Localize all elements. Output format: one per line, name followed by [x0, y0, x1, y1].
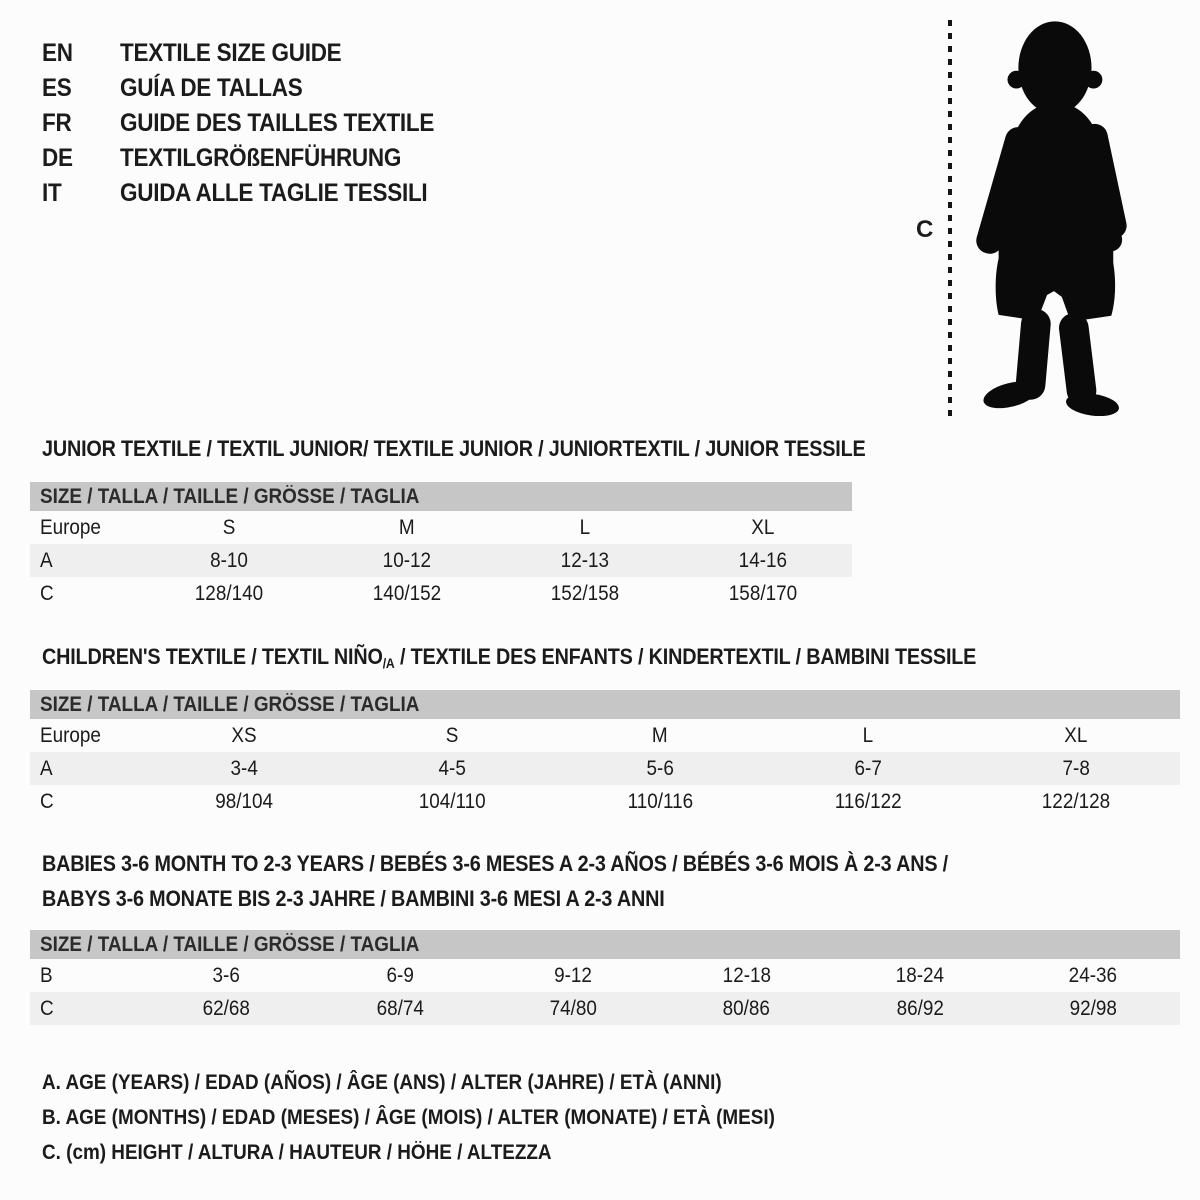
language-title-list: [42, 36, 469, 211]
age-value: 6-7: [854, 756, 882, 780]
language-title: GUIDA ALLE TAGLIE TESSILI: [120, 179, 428, 207]
age-value: 7-8: [1062, 756, 1090, 780]
months-value: 6-9: [386, 963, 414, 987]
section-title-junior: [42, 436, 957, 462]
table-row-height: [30, 577, 852, 610]
height-value: 68/74: [376, 996, 424, 1020]
legend-age-months: [42, 1106, 856, 1130]
size-header-bar: [30, 930, 1180, 959]
section-title-junior-text: JUNIOR TEXTILE / TEXTIL JUNIOR/ TEXTILE JUNIOR / JUNIORTEXTIL / JUNIOR TESSILE: [42, 436, 866, 461]
height-value: 152/158: [550, 581, 620, 605]
height-value: 122/128: [1041, 789, 1111, 813]
size-header-label: SIZE / TALLA / TAILLE / GRÖSSE / TAGLIA: [40, 692, 420, 716]
row-label: Europe: [40, 723, 101, 747]
size-header-bar: [30, 482, 852, 511]
months-value: 9-12: [554, 963, 593, 987]
height-value: 104/110: [418, 789, 486, 813]
row-label: A: [40, 756, 53, 780]
language-code: EN: [42, 39, 73, 67]
row-label: A: [40, 548, 53, 572]
language-title: TEXTILGRÖßENFÜHRUNG: [120, 144, 402, 172]
size-value: L: [862, 723, 874, 747]
row-label: B: [40, 963, 53, 987]
height-value: 158/170: [728, 581, 798, 605]
title-subscript: /A: [382, 655, 395, 671]
legend-height-cm-text: C. (cm) HEIGHT / ALTURA / HAUTEUR / HÖHE / ALTEZZA: [42, 1141, 552, 1164]
height-value: 116/122: [834, 789, 902, 813]
language-row-fr: [42, 106, 469, 141]
size-header-label: SIZE / TALLA / TAILLE / GRÖSSE / TAGLIA: [40, 932, 420, 956]
section-title-babies-text1: BABIES 3-6 MONTH TO 2-3 YEARS / BEBÉS 3-6 MESES A 2-3 AÑOS / BÉBÉS 3-6 MOIS À 2-3 ANS /: [42, 851, 948, 876]
months-value: 18-24: [895, 963, 945, 987]
size-header-bar: [30, 690, 1180, 719]
height-value: 86/92: [896, 996, 944, 1020]
size-value: S: [222, 515, 236, 539]
size-value: S: [445, 723, 459, 747]
language-title: TEXTILE SIZE GUIDE: [120, 39, 342, 67]
height-value: 110/116: [627, 789, 693, 813]
height-value: 128/140: [194, 581, 264, 605]
size-value: XL: [751, 515, 775, 539]
row-label: C: [40, 789, 54, 813]
months-value: 3-6: [213, 963, 241, 987]
table-row-height: [30, 785, 1180, 818]
months-value: 24-36: [1069, 963, 1118, 987]
height-measure-line: [948, 20, 952, 416]
language-code: DE: [42, 144, 73, 172]
size-value: M: [399, 515, 415, 539]
legend-age-months-text: B. AGE (MONTHS) / EDAD (MESES) / ÂGE (MOIS) / ALTER (MONATE) / ETÀ (MESI): [42, 1106, 775, 1129]
height-value: 92/98: [1069, 996, 1117, 1020]
age-value: 3-4: [230, 756, 258, 780]
toddler-silhouette-icon: [966, 16, 1134, 416]
legend-height-cm: [42, 1141, 608, 1165]
size-value: XS: [231, 723, 257, 747]
language-row-es: [42, 71, 469, 106]
row-label: C: [40, 996, 54, 1020]
table-row-age: [30, 752, 1180, 785]
age-value: 12-13: [560, 548, 610, 572]
age-value: 4-5: [438, 756, 466, 780]
junior-size-table: [30, 482, 852, 610]
section-title-children-text: CHILDREN'S TEXTILE / TEXTIL $NIÑO_{/A}$ / TEXTILE DES ENFANTS / KINDERTEXTIL / BAMBINI TESSILE: [42, 644, 977, 671]
age-value: 14-16: [738, 548, 788, 572]
language-title: GUÍA DE TALLAS: [120, 74, 303, 102]
height-value: 98/104: [215, 789, 273, 813]
section-title-children: [42, 644, 1080, 671]
size-header-label: SIZE / TALLA / TAILLE / GRÖSSE / TAGLIA: [40, 484, 420, 508]
size-value: XL: [1064, 723, 1088, 747]
row-label: Europe: [40, 515, 101, 539]
row-label: C: [40, 581, 54, 605]
language-row-en: [42, 36, 469, 71]
table-row-europe: [30, 719, 1180, 752]
age-value: 8-10: [210, 548, 248, 572]
height-value: 140/152: [372, 581, 442, 605]
size-value: M: [652, 723, 668, 747]
height-value: 62/68: [203, 996, 251, 1020]
size-value: L: [579, 515, 591, 539]
babies-size-table: [30, 930, 1180, 1025]
months-value: 12-18: [722, 963, 771, 987]
table-row-height: [30, 992, 1180, 1025]
table-row-europe: [30, 511, 852, 544]
table-row-age: [30, 544, 852, 577]
table-row-months: [30, 959, 1180, 992]
age-value: 5-6: [646, 756, 674, 780]
children-size-table: [30, 690, 1180, 818]
height-value: 80/86: [722, 996, 771, 1020]
section-title-babies-line2: [42, 886, 734, 912]
language-code: FR: [42, 109, 72, 137]
height-measure-label: C: [916, 216, 934, 243]
height-value: 74/80: [549, 996, 597, 1020]
language-code: IT: [42, 179, 62, 207]
language-row-de: [42, 141, 469, 176]
section-title-babies-text2: BABYS 3-6 MONATE BIS 2-3 JAHRE / BAMBINI 3-6 MESI A 2-3 ANNI: [42, 886, 665, 911]
legend-age-years: [42, 1071, 797, 1095]
language-title: GUIDE DES TAILLES TEXTILE: [120, 109, 435, 137]
language-row-it: [42, 176, 469, 211]
language-code: ES: [42, 74, 72, 102]
legend-age-years-text: A. AGE (YEARS) / EDAD (AÑOS) / ÂGE (ANS) / ALTER (JAHRE) / ETÀ (ANNI): [42, 1071, 722, 1094]
section-title-babies-line1: [42, 851, 1049, 877]
age-value: 10-12: [382, 548, 432, 572]
